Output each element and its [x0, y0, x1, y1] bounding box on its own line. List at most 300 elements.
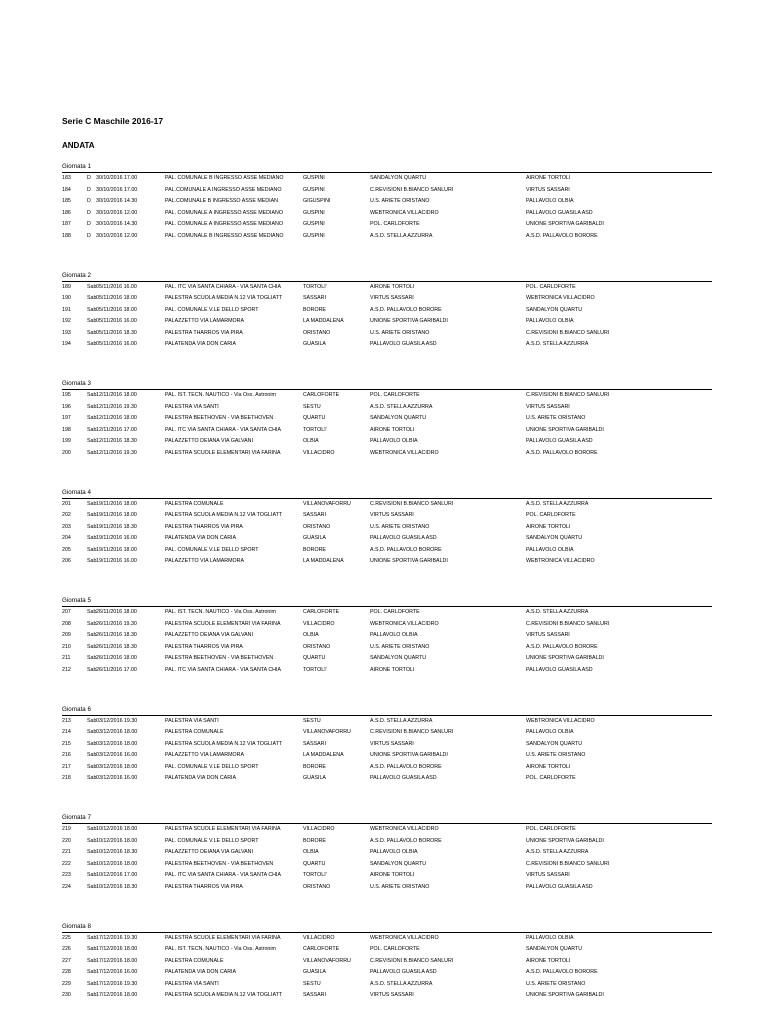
home-team: UNIONE SPORTIVA GARIBALDI [370, 556, 448, 568]
venue: PALESTRA SCUOLA MEDIA N.12 VIA TOGLIATT [165, 510, 306, 522]
match-number: 203 [62, 522, 71, 534]
away-team: A.S.D. STELLA AZZURRA [526, 339, 588, 351]
document-title: Serie C Maschile 2016-17 [62, 116, 163, 126]
match-number: 185 [62, 196, 71, 208]
city: ORISTANO [303, 642, 330, 654]
match-datetime: 19/11/2016 18.00 [96, 510, 137, 522]
away-team: UNIONE SPORTIVA GARIBALDI [526, 836, 604, 848]
match-datetime: 30/10/2016 14.30 [96, 196, 137, 208]
match-day: Sab [87, 979, 96, 991]
match-datetime: 03/12/2016 18.00 [96, 727, 137, 739]
away-team: PALLAVOLO OLBIA [526, 933, 574, 945]
match-row [62, 510, 712, 522]
match-datetime: 10/12/2016 17.00 [96, 870, 137, 882]
venue: PALAZZETTO VIA LAMARMORA [165, 750, 306, 762]
match-datetime: 10/12/2016 18.00 [96, 859, 137, 871]
match-number: 191 [62, 305, 71, 317]
match-number: 229 [62, 979, 71, 991]
city: SESTU [303, 979, 321, 991]
match-day: Sab [87, 282, 96, 294]
round-block [62, 161, 712, 270]
home-team: A.S.D. PALLAVOLO BORORE [370, 305, 442, 317]
round-heading: Giornata 2 [62, 270, 712, 282]
away-team: A.S.D. PALLAVOLO BORORE [526, 231, 598, 243]
city: SASSARI [303, 293, 326, 305]
match-day: Sab [87, 533, 96, 545]
home-team: PALLAVOLO OLBIA [370, 630, 418, 642]
city: LA MADDALENA [303, 750, 344, 762]
away-team: UNIONE SPORTIVA GARIBALDI [526, 990, 604, 1002]
venue: PALESTRA VIA SANTI [165, 979, 306, 991]
home-team: A.S.D. STELLA AZZURRA [370, 402, 432, 414]
match-row [62, 870, 712, 882]
venue: PAL. COMUNALE B INGRESSO ASSE MEDIANO [165, 173, 306, 185]
venue: PALESTRA BEETHOVEN - VIA BEETHOVEN [165, 653, 306, 665]
match-day: Sab [87, 727, 96, 739]
match-day: Sab [87, 413, 96, 425]
away-team: SANDALYON QUARTU [526, 944, 582, 956]
away-team: A.S.D. PALLAVOLO BORORE [526, 642, 598, 654]
match-day: Sab [87, 305, 96, 317]
round-heading: Giornata 5 [62, 595, 712, 607]
match-datetime: 05/11/2016 16.00 [96, 282, 137, 294]
match-day: D [87, 173, 91, 185]
city: SESTU [303, 716, 321, 728]
match-datetime: 26/11/2016 18.30 [96, 630, 137, 642]
home-team: AIRONE TORTOLI [370, 282, 414, 294]
home-team: WEBTRONICA VILLACIDRO [370, 448, 439, 460]
venue: PALESTRA THARROS VIA PIRA [165, 642, 306, 654]
away-team: PALLAVOLO OLBIA [526, 545, 574, 557]
city: TORTOLI' [303, 870, 327, 882]
match-row [62, 990, 712, 1002]
match-number: 227 [62, 956, 71, 968]
match-day: Sab [87, 499, 96, 511]
match-row [62, 944, 712, 956]
match-row [62, 231, 712, 243]
match-datetime: 12/11/2016 19.30 [96, 448, 137, 460]
match-day: D [87, 231, 91, 243]
match-number: 199 [62, 436, 71, 448]
match-row [62, 956, 712, 968]
match-datetime: 05/11/2016 18.30 [96, 328, 137, 340]
away-team: WEBTRONICA VILLACIDRO [526, 556, 595, 568]
away-team: UNIONE SPORTIVA GARIBALDI [526, 653, 604, 665]
match-datetime: 03/12/2016 18.00 [96, 739, 137, 751]
match-number: 184 [62, 185, 71, 197]
match-row [62, 653, 712, 665]
venue: PALESTRA COMUNALE [165, 499, 306, 511]
match-row [62, 882, 712, 894]
match-day: Sab [87, 944, 96, 956]
home-team: C.REVISIONI B.BIANCO SANLURI [370, 185, 453, 197]
match-day: Sab [87, 328, 96, 340]
away-team: U.S. ARIETE ORISTANO [526, 979, 585, 991]
match-row [62, 665, 712, 677]
city: QUARTU [303, 413, 325, 425]
venue: PALESTRA THARROS VIA PIRA [165, 522, 306, 534]
venue: PAL. COMUNALE A INGRESSO ASSE MEDIANO [165, 219, 306, 231]
home-team: U.S. ARIETE ORISTANO [370, 642, 429, 654]
match-row [62, 967, 712, 979]
match-number: 197 [62, 413, 71, 425]
match-number: 202 [62, 510, 71, 522]
match-row [62, 750, 712, 762]
match-day: D [87, 196, 91, 208]
match-row [62, 773, 712, 785]
away-team: VIRTUS SASSARI [526, 185, 570, 197]
round-heading: Giornata 8 [62, 921, 712, 933]
away-team: SANDALYON QUARTU [526, 305, 582, 317]
match-day: Sab [87, 653, 96, 665]
match-datetime: 12/11/2016 18.30 [96, 436, 137, 448]
away-team: PALLAVOLO OLBIA [526, 196, 574, 208]
away-team: PALLAVOLO GUASILA ASD [526, 436, 593, 448]
home-team: U.S. ARIETE ORISTANO [370, 328, 429, 340]
match-datetime: 03/12/2016 16.00 [96, 750, 137, 762]
home-team: PALLAVOLO GUASILA ASD [370, 967, 437, 979]
home-team: A.S.D. STELLA AZZURRA [370, 716, 432, 728]
match-row [62, 836, 712, 848]
match-number: 205 [62, 545, 71, 557]
match-number: 222 [62, 859, 71, 871]
match-row [62, 556, 712, 568]
match-number: 183 [62, 173, 71, 185]
venue: PALAZZETTO VIA LAMARMORA [165, 316, 306, 328]
match-datetime: 30/10/2016 17.00 [96, 185, 137, 197]
match-datetime: 10/12/2016 18.00 [96, 824, 137, 836]
match-number: 189 [62, 282, 71, 294]
match-row [62, 642, 712, 654]
match-number: 210 [62, 642, 71, 654]
away-team: PALLAVOLO GUASILA ASD [526, 208, 593, 220]
round-heading: Giornata 1 [62, 161, 712, 173]
match-datetime: 10/12/2016 18.00 [96, 836, 137, 848]
away-team: PALLAVOLO OLBIA [526, 727, 574, 739]
fixtures-list [62, 161, 712, 1029]
round-heading: Giornata 7 [62, 812, 712, 824]
city: ORISTANO [303, 882, 330, 894]
match-row [62, 436, 712, 448]
venue: PALESTRA VIA SANTI [165, 716, 306, 728]
round-block [62, 812, 712, 921]
venue: PALESTRA SCUOLA MEDIA N.12 VIA TOGLIATT [165, 739, 306, 751]
round-heading: Giornata 6 [62, 704, 712, 716]
match-row [62, 533, 712, 545]
city: LA MADDALENA [303, 556, 344, 568]
venue: PAL. IST. TECN. NAUTICO - Via Oss. Astronim [165, 390, 306, 402]
round-block [62, 270, 712, 379]
match-datetime: 05/11/2016 16.00 [96, 339, 137, 351]
match-number: 224 [62, 882, 71, 894]
city: SASSARI [303, 739, 326, 751]
city: BORORE [303, 545, 326, 557]
home-team: VIRTUS SASSARI [370, 739, 414, 751]
match-number: 228 [62, 967, 71, 979]
match-datetime: 05/11/2016 18.00 [96, 293, 137, 305]
match-row [62, 219, 712, 231]
match-number: 217 [62, 762, 71, 774]
match-datetime: 12/11/2016 18.00 [96, 413, 137, 425]
venue: PAL. ITC VIA SANTA CHIARA - VIA SANTA CHIA [165, 282, 306, 294]
city: GUSPINI [303, 219, 325, 231]
away-team: A.S.D. STELLA AZZURRA [526, 499, 588, 511]
match-number: 187 [62, 219, 71, 231]
away-team: WEBTRONICA VILLACIDRO [526, 716, 595, 728]
city: GUASILA [303, 967, 326, 979]
home-team: SANDALYON QUARTU [370, 173, 426, 185]
home-team: A.S.D. PALLAVOLO BORORE [370, 545, 442, 557]
match-datetime: 26/11/2016 19.30 [96, 619, 137, 631]
match-row [62, 328, 712, 340]
home-team: WEBTRONICA VILLACIDRO [370, 619, 439, 631]
away-team: VIRTUS SASSARI [526, 870, 570, 882]
match-day: Sab [87, 448, 96, 460]
away-team: C.REVISIONI B.BIANCO SANLURI [526, 390, 609, 402]
match-row [62, 619, 712, 631]
city: ORISTANO [303, 522, 330, 534]
match-day: Sab [87, 545, 96, 557]
round-heading: Giornata 4 [62, 487, 712, 499]
match-number: 223 [62, 870, 71, 882]
home-team: A.S.D. STELLA AZZURRA [370, 231, 432, 243]
match-number: 207 [62, 607, 71, 619]
match-row [62, 630, 712, 642]
match-datetime: 17/12/2016 16.00 [96, 967, 137, 979]
match-datetime: 17/12/2016 19.30 [96, 979, 137, 991]
home-team: A.S.D. PALLAVOLO BORORE [370, 836, 442, 848]
venue: PALESTRA THARROS VIA PIRA [165, 882, 306, 894]
match-datetime: 19/11/2016 18.00 [96, 499, 137, 511]
venue: PALESTRA COMUNALE [165, 727, 306, 739]
match-row [62, 545, 712, 557]
home-team: VIRTUS SASSARI [370, 293, 414, 305]
match-row [62, 859, 712, 871]
city: BORORE [303, 762, 326, 774]
match-day: Sab [87, 316, 96, 328]
match-number: 226 [62, 944, 71, 956]
match-day: Sab [87, 859, 96, 871]
venue: PALAZZETTO DEIANA VIA GALVANI [165, 847, 306, 859]
venue: PALESTRA SCUOLE ELEMENTARI VIA FARINA [165, 933, 306, 945]
match-datetime: 17/12/2016 18.00 [96, 990, 137, 1002]
city: OLBIA [303, 847, 319, 859]
match-number: 195 [62, 390, 71, 402]
match-number: 194 [62, 339, 71, 351]
match-row [62, 607, 712, 619]
away-team: VIRTUS SASSARI [526, 402, 570, 414]
home-team: PALLAVOLO GUASILA ASD [370, 773, 437, 785]
venue: PALESTRA VIA SANTI [165, 402, 306, 414]
match-number: 193 [62, 328, 71, 340]
away-team: SANDALYON QUARTU [526, 533, 582, 545]
away-team: WEBTRONICA VILLACIDRO [526, 293, 595, 305]
home-team: VIRTUS SASSARI [370, 510, 414, 522]
match-datetime: 17/12/2016 18.00 [96, 944, 137, 956]
match-day: Sab [87, 750, 96, 762]
match-datetime: 05/11/2016 18.00 [96, 305, 137, 317]
match-datetime: 12/11/2016 19.30 [96, 402, 137, 414]
match-day: Sab [87, 619, 96, 631]
round-block [62, 921, 712, 1029]
match-day: Sab [87, 836, 96, 848]
venue: PAL.COMUNALE B INGRESSO ASSE MEDIAN [165, 196, 306, 208]
away-team: AIRONE TORTOLI [526, 956, 570, 968]
city: GUASILA [303, 339, 326, 351]
match-row [62, 185, 712, 197]
city: VILLACIDRO [303, 824, 335, 836]
match-row [62, 522, 712, 534]
home-team: POL. CARLOFORTE [370, 219, 420, 231]
venue: PALATENDA VIA DON CARIA [165, 967, 306, 979]
match-day: Sab [87, 773, 96, 785]
venue: PALAZZETTO DEIANA VIA GALVANI [165, 630, 306, 642]
venue: PALESTRA COMUNALE [165, 956, 306, 968]
city: GUASILA [303, 533, 326, 545]
match-number: 214 [62, 727, 71, 739]
venue: PAL. COMUNALE V.LE DELLO SPORT [165, 836, 306, 848]
city: BORORE [303, 305, 326, 317]
match-datetime: 19/11/2016 18.30 [96, 522, 137, 534]
home-team: PALLAVOLO GUASILA ASD [370, 533, 437, 545]
city: CARLOFORTE [303, 944, 339, 956]
match-row [62, 402, 712, 414]
round-block [62, 487, 712, 596]
match-day: Sab [87, 425, 96, 437]
match-day: Sab [87, 933, 96, 945]
home-team: AIRONE TORTOLI [370, 870, 414, 882]
home-team: UNIONE SPORTIVA GARIBALDI [370, 316, 448, 328]
match-day: Sab [87, 390, 96, 402]
city: GUASILA [303, 773, 326, 785]
away-team: A.S.D. STELLA AZZURRA [526, 607, 588, 619]
home-team: AIRONE TORTOLI [370, 665, 414, 677]
venue: PAL. COMUNALE V.LE DELLO SPORT [165, 305, 306, 317]
match-day: Sab [87, 293, 96, 305]
city: LA MADDALENA [303, 316, 344, 328]
match-row [62, 425, 712, 437]
venue: PALATENDA VIA DON CARIA [165, 773, 306, 785]
round-block [62, 704, 712, 813]
match-day: Sab [87, 510, 96, 522]
match-datetime: 19/11/2016 16.00 [96, 556, 137, 568]
match-day: D [87, 185, 91, 197]
match-datetime: 03/12/2016 18.00 [96, 762, 137, 774]
home-team: POL. CARLOFORTE [370, 390, 420, 402]
city: GUSPINI [303, 208, 325, 220]
city: TORTOLI' [303, 665, 327, 677]
home-team: C.REVISIONI B.BIANCO SANLURI [370, 499, 453, 511]
match-day: Sab [87, 522, 96, 534]
match-datetime: 30/10/2016 14.30 [96, 219, 137, 231]
match-row [62, 316, 712, 328]
home-team: AIRONE TORTOLI [370, 425, 414, 437]
match-number: 219 [62, 824, 71, 836]
match-day: Sab [87, 436, 96, 448]
away-team: C.REVISIONI B.BIANCO SANLURI [526, 328, 609, 340]
away-team: SANDALYON QUARTU [526, 739, 582, 751]
match-number: 208 [62, 619, 71, 631]
match-datetime: 10/12/2016 18.30 [96, 847, 137, 859]
match-number: 220 [62, 836, 71, 848]
match-day: Sab [87, 967, 96, 979]
match-row [62, 762, 712, 774]
home-team: U.S. ARIETE ORISTANO [370, 882, 429, 894]
match-number: 209 [62, 630, 71, 642]
match-number: 196 [62, 402, 71, 414]
match-row [62, 173, 712, 185]
match-row [62, 847, 712, 859]
home-team: A.S.D. STELLA AZZURRA [370, 979, 432, 991]
away-team: AIRONE TORTOLI [526, 522, 570, 534]
city: BORORE [303, 836, 326, 848]
match-row [62, 933, 712, 945]
away-team: AIRONE TORTOLI [526, 762, 570, 774]
match-datetime: 26/11/2016 17.00 [96, 665, 137, 677]
match-row [62, 196, 712, 208]
match-number: 212 [62, 665, 71, 677]
match-row [62, 727, 712, 739]
match-day: Sab [87, 556, 96, 568]
away-team: A.S.D. PALLAVOLO BORORE [526, 967, 598, 979]
match-number: 201 [62, 499, 71, 511]
match-datetime: 30/10/2016 12.00 [96, 231, 137, 243]
match-number: 216 [62, 750, 71, 762]
venue: PALESTRA BEETHOVEN - VIA BEETHOVEN [165, 859, 306, 871]
away-team: PALLAVOLO OLBIA [526, 316, 574, 328]
venue: PALESTRA THARROS VIA PIRA [165, 328, 306, 340]
venue: PAL. COMUNALE B INGRESSO ASSE MEDIANO [165, 231, 306, 243]
match-number: 198 [62, 425, 71, 437]
match-day: Sab [87, 665, 96, 677]
away-team: U.S. ARIETE ORISTANO [526, 750, 585, 762]
city: GIGUSPINI [303, 196, 330, 208]
venue: PALESTRA SCUOLE ELEMENTARI VIA FARINA [165, 448, 306, 460]
city: VILLANOVAFORRU [303, 956, 351, 968]
venue: PALATENDA VIA DON CARIA [165, 533, 306, 545]
match-day: Sab [87, 339, 96, 351]
match-datetime: 26/11/2016 18.30 [96, 642, 137, 654]
match-datetime: 10/12/2016 18.30 [96, 882, 137, 894]
match-row [62, 739, 712, 751]
home-team: SANDALYON QUARTU [370, 859, 426, 871]
home-team: SANDALYON QUARTU [370, 413, 426, 425]
city: CARLOFORTE [303, 390, 339, 402]
match-datetime: 03/12/2016 19.30 [96, 716, 137, 728]
venue: PAL. IST. TECN. NAUTICO - Via Oss. Astronim [165, 607, 306, 619]
away-team: C.REVISIONI B.BIANCO SANLURI [526, 859, 609, 871]
match-day: Sab [87, 642, 96, 654]
match-row [62, 413, 712, 425]
match-number: 192 [62, 316, 71, 328]
city: OLBIA [303, 630, 319, 642]
away-team: POL. CARLOFORTE [526, 282, 576, 294]
match-row [62, 305, 712, 317]
match-row [62, 282, 712, 294]
match-number: 230 [62, 990, 71, 1002]
home-team: UNIONE SPORTIVA GARIBALDI [370, 750, 448, 762]
city: QUARTU [303, 859, 325, 871]
match-number: 218 [62, 773, 71, 785]
round-block [62, 595, 712, 704]
city: GUSPINI [303, 185, 325, 197]
away-team: UNIONE SPORTIVA GARIBALDI [526, 425, 604, 437]
match-number: 211 [62, 653, 70, 665]
match-day: Sab [87, 630, 96, 642]
match-number: 215 [62, 739, 71, 751]
match-number: 190 [62, 293, 71, 305]
home-team: A.S.D. PALLAVOLO BORORE [370, 762, 442, 774]
